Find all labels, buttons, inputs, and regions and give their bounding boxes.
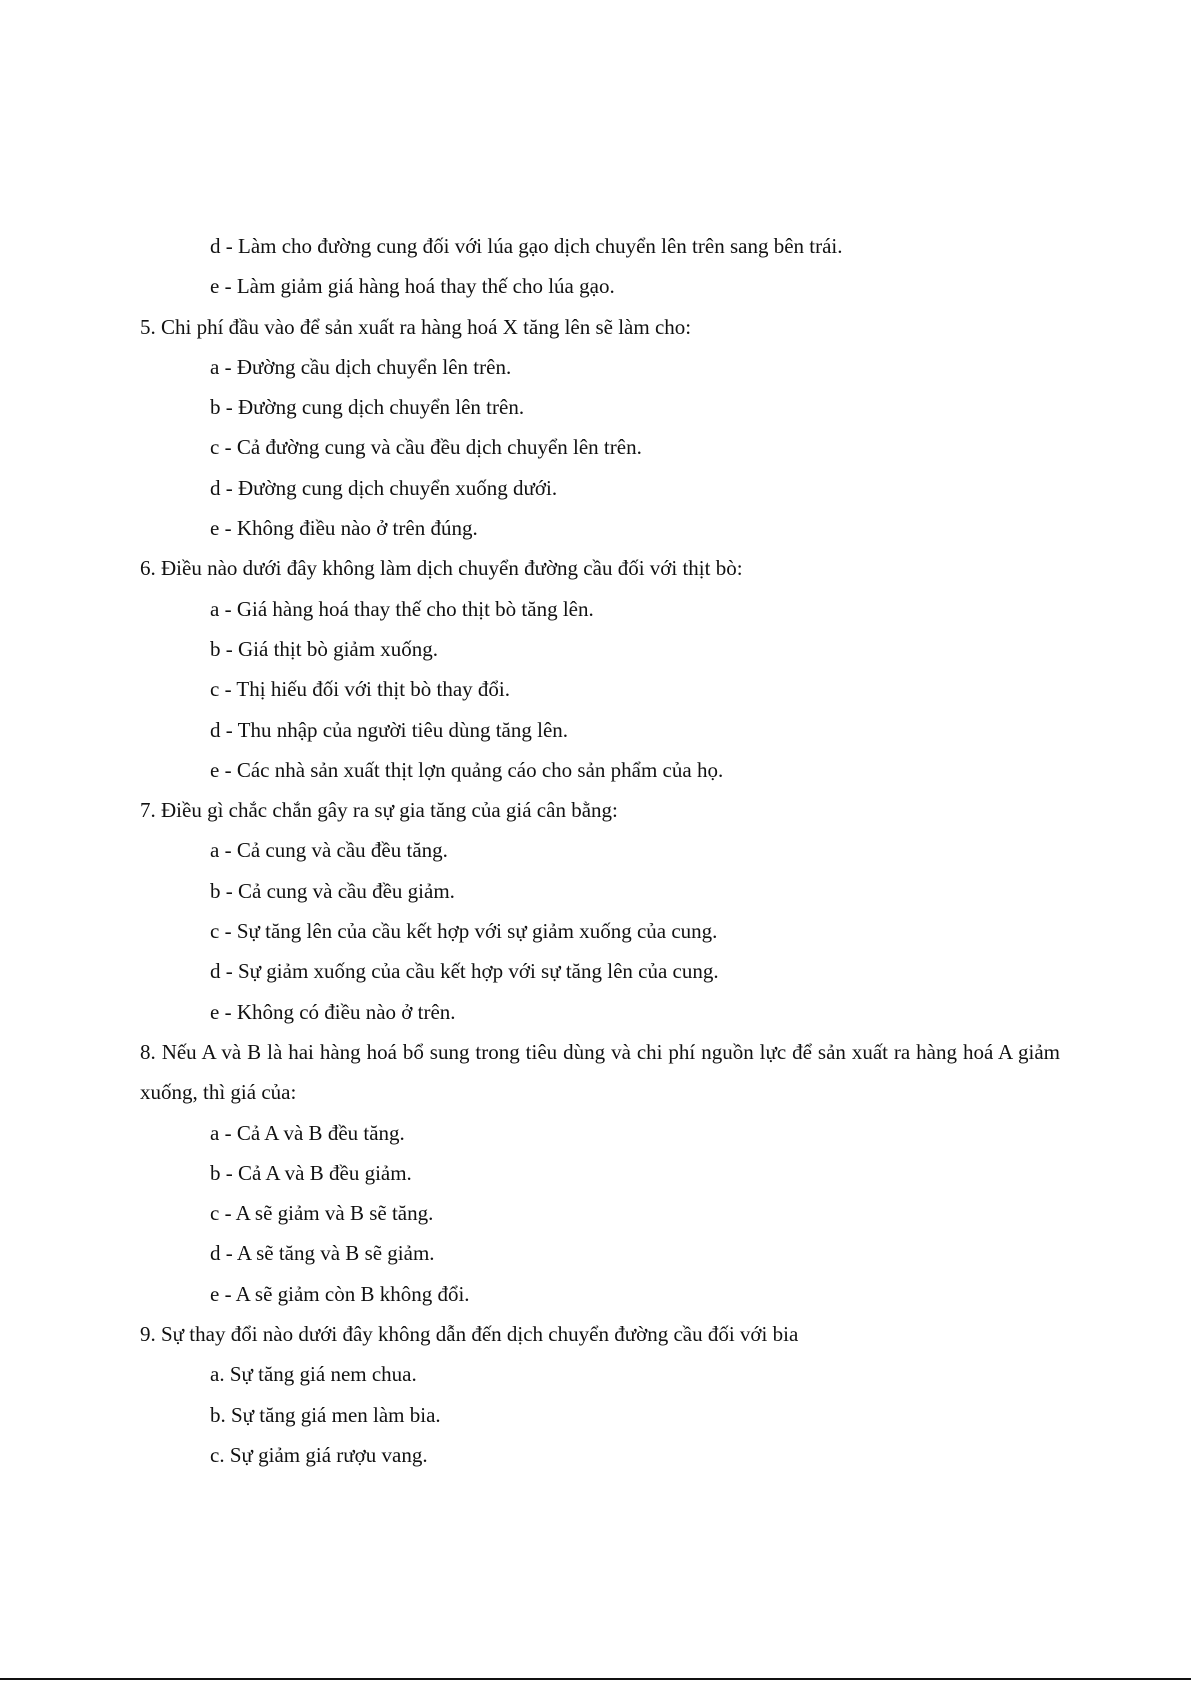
question-9: 9. Sự thay đổi nào dưới đây không dẫn đến dịch chuyển đường cầu đối với bia — [140, 1322, 799, 1347]
option-item: e - Không có điều nào ở trên. — [210, 999, 456, 1024]
option-item: e - Các nhà sản xuất thịt lợn quảng cáo cho sản phẩm của họ. — [210, 757, 724, 782]
question-list — [0, 226, 1191, 1475]
option-item: c. Sự giảm giá rượu vang. — [210, 1442, 428, 1467]
option-item: a - Đường cầu dịch chuyển lên trên. — [210, 354, 512, 379]
option-item: b. Sự tăng giá men làm bia. — [210, 1402, 441, 1427]
option-item: b - Cả cung và cầu đều giảm. — [210, 878, 455, 903]
option-item: c - Thị hiếu đối với thịt bò thay đổi. — [210, 677, 511, 702]
option-item: d - Làm cho đường cung đối với lúa gạo dịch chuyển lên trên sang bên trái. — [210, 234, 843, 258]
option-item: d - Đường cung dịch chuyển xuống dưới. — [210, 475, 558, 500]
option-item: d - A sẽ tăng và B sẽ giảm. — [210, 1241, 435, 1266]
option-item: c - Sự tăng lên của cầu kết hợp với sự giảm xuống của cung. — [210, 919, 718, 944]
option-item: a - Giá hàng hoá thay thế cho thịt bò tăng lên. — [210, 596, 594, 621]
option-item: e - A sẽ giảm còn B không đổi. — [210, 1281, 470, 1306]
option-item: b - Giá thịt bò giảm xuống. — [210, 636, 439, 661]
option-item: b - Cả A và B đều giảm. — [210, 1160, 412, 1185]
question-8: 8. Nếu A và B là hai hàng hoá bổ sung trong tiêu dùng và chi phí nguồn lực để sản xuất ra hàng hoá A giảm xuống, thì giá của: — [140, 1039, 1060, 1105]
option-item: b - Đường cung dịch chuyển lên trên. — [210, 395, 525, 420]
option-item: e - Không điều nào ở trên đúng. — [210, 516, 478, 541]
option-item: a. Sự tăng giá nem chua. — [210, 1362, 417, 1387]
question-6: 6. Điều nào dưới đây không làm dịch chuyển đường cầu đối với thịt bò: — [140, 556, 743, 581]
option-item: c - Cả đường cung và cầu đều dịch chuyển lên trên. — [210, 435, 642, 460]
option-item: a - Cả A và B đều tăng. — [210, 1120, 405, 1145]
page-bottom-rule — [0, 1678, 1191, 1680]
question-7: 7. Điều gì chắc chắn gây ra sự gia tăng của giá cân bằng: — [140, 798, 618, 823]
option-item: d - Sự giảm xuống của cầu kết hợp với sự tăng lên của cung. — [210, 959, 719, 984]
option-item: d - Thu nhập của người tiêu dùng tăng lên. — [210, 717, 569, 742]
option-item: e - Làm giảm giá hàng hoá thay thế cho lúa gạo. — [210, 274, 615, 299]
question-5: 5. Chi phí đầu vào để sản xuất ra hàng hoá X tăng lên sẽ làm cho: — [140, 314, 692, 339]
option-item: c - A sẽ giảm và B sẽ tăng. — [210, 1201, 434, 1226]
option-item: a - Cả cung và cầu đều tăng. — [210, 838, 448, 863]
